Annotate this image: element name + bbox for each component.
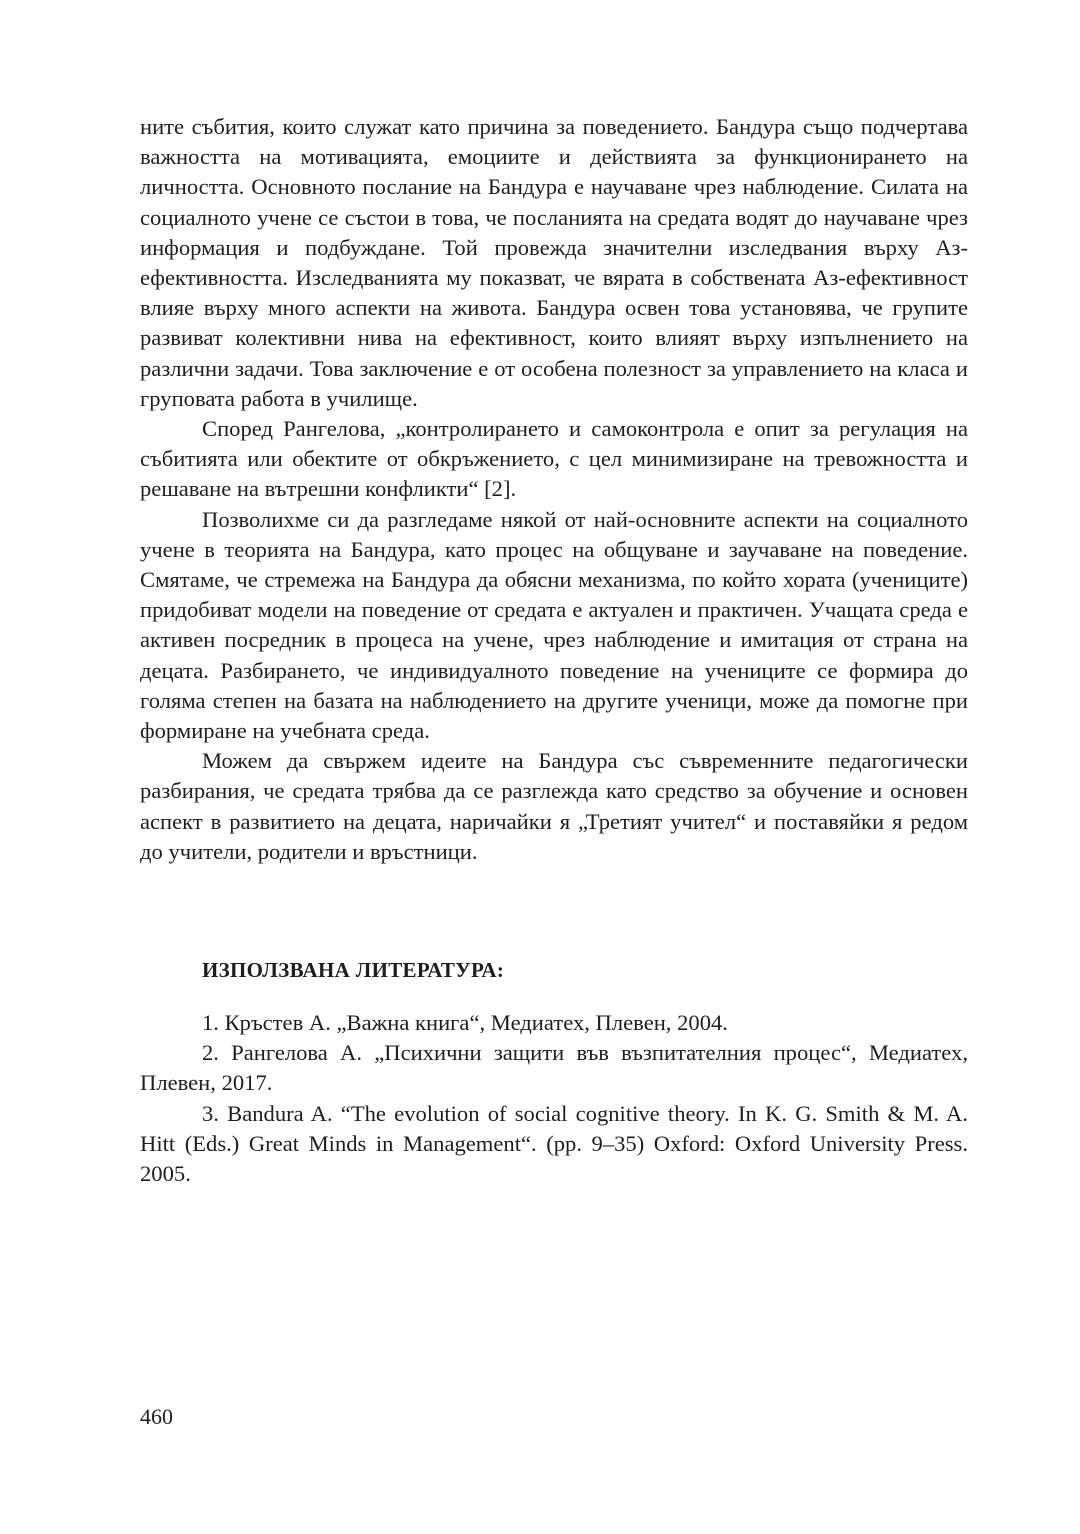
page-number: 460 — [140, 1404, 173, 1429]
paragraph-social-learning: Позволихме си да разгледаме някой от най-основните аспекти на социалното учене в теорията на Бандура, като процес на общуване и заучаване на поведение. Смятаме, че стремежа на Бандура да обясни механизма, по който хората (учениците) придобиват модели на поведение от средата е актуален и практичен. Учащата среда е активен посредник в процеса на учене, чрез наблюдение и имитация от страна на децата. Разбирането, че индивидуалното поведение на учениците се формира до голяма степен на базата на наблюдението на другите ученици, може да помогне при формиране на учебната среда. — [140, 506, 968, 744]
reference-item: 1. Кръстев А. „Важна книга“, Медиатех, Плевен, 2004. — [202, 1010, 728, 1035]
reference-item: 2. Рангелова А. „Психични защити във възпитателния процес“, Медиатех, Плевен, 2017. — [140, 1040, 968, 1096]
references-heading: ИЗПОЛЗВАНА ЛИТЕРАТУРА: — [202, 958, 505, 982]
paragraph-conclusion: Можем да свържем идеите на Бандура със съвременните педагогически разбирания, че средата трябва да се разглежда като средство за обучение и основен аспект в развитието на децата, наричайки я „Третият учител“ и поставяйки я редом до учители, родители и връстници. — [140, 748, 968, 864]
paragraph-rangelova-quote: Според Рангелова, „контролирането и самоконтрола е опит за регулация на събитията или обектите от обкръжението, с цел минимизиране на тревожността и решаване на вътрешни конфликти“ [2]. — [140, 416, 968, 502]
body-text — [140, 112, 968, 867]
references-list — [140, 1008, 968, 1189]
reference-item: 3. Bandura A. “The evolution of social cognitive theory. In K. G. Smith & M. A. Hitt (Eds.) Great Minds in Management“. (pp. 9–35) Oxford: Oxford University Press. 2005. — [140, 1100, 968, 1187]
paragraph-continuation: ните събития, които служат като причина за поведението. Бандура също подчертава важността на мотивацията, емоциите и действията за функционирането на личността. Основното послание на Бандура е научаване чрез наблюдение. Силата на социалното учене се състои в това, че посланията на средата водят до научаване чрез информация и подбуждане. Той провежда значителни изследвания върху Аз-ефективността. Изследванията му показват, че вярата в собствената Аз-ефективност влияе върху много аспекти на живота. Бандура освен това установява, че групите развиват колективни нива на ефективност, които влияят върху изпълнението на различни задачи. Това заключение е от особена полезност за управлението на класа и груповата работа в училище. — [140, 114, 968, 411]
